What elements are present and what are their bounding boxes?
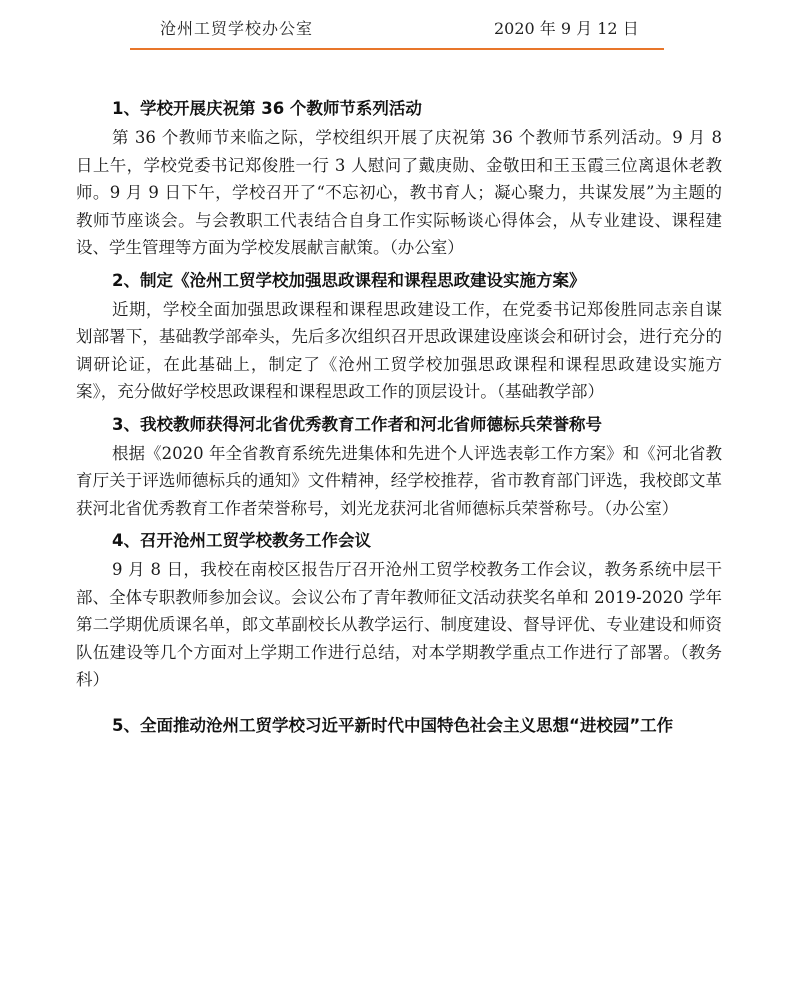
header-divider [130,48,664,50]
news-item [76,96,722,262]
item-heading: 4、召开沧州工贸学校教务工作会议 [112,531,371,550]
news-item [76,412,722,523]
news-item [76,268,722,406]
item-paragraph: 近期，学校全面加强思政课程和课程思政建设工作，在党委书记郑俊胜同志亲自谋划部署下，基础教学部牵头，先后多次组织召开思政课建设座谈会和研讨会，进行充分的调研论证，在此基础上，制定了《沧州工贸学校加强思政课程和课程思政建设实施方案》，充分做好学校思政课程和课程思政工作的顶层设计。（基础教学部） [76,299,722,401]
issuing-office: 沧州工贸学校办公室 [160,19,314,38]
item-paragraph: 9 月 8 日，我校在南校区报告厅召开沧州工贸学校教务工作会议，教务系统中层干部、全体专职教师参加会议。会议公布了青年教师征文活动获奖名单和 2019-2020 学年第二学期优质课名单，郎文革副校长从教学运行、制度建设、督导评优、专业建设和师资队伍建设等几个方面对上学期工作进行总结，对本学期教学重点工作进行了部署。（教务科） [76,560,722,689]
item-heading: 5、全面推动沧州工贸学校习近平新时代中国特色社会主义思想“进校园”工作 [112,715,674,735]
item-heading: 3、我校教师获得河北省优秀教育工作者和河北省师德标兵荣誉称号 [112,414,602,434]
item-heading: 2、制定《沧州工贸学校加强思政课程和课程思政建设实施方案》 [112,270,586,290]
item-heading: 1、学校开展庆祝第 36 个教师节系列活动 [112,99,422,118]
news-item [76,700,722,752]
document-body [76,96,722,752]
page-header [0,0,794,52]
issue-date: 2020 年 9 月 12 日 [494,19,639,38]
news-item [76,528,722,694]
item-paragraph: 根据《2020 年全省教育系统先进集体和先进个人评选表彰工作方案》和《河北省教育厅关于评选师德标兵的通知》文件精神，经学校推荐，省市教育部门评选，我校郎文革获河北省优秀教育工作者荣誉称号，刘光龙获河北省师德标兵荣誉称号。（办公室） [76,443,722,518]
item-paragraph: 第 36 个教师节来临之际，学校组织开展了庆祝第 36 个教师节系列活动。9 月 8 日上午，学校党委书记郑俊胜一行 3 人慰问了戴庚勋、金敬田和王玉霞三位离退休老教师。9 月 9 日下午，学校召开了“不忘初心，教书育人；凝心聚力，共谋发展”为主题的教师节座谈会。与会教职工代表结合自身工作实际畅谈心得体会，从专业建设、课程建设、学生管理等方面为学校发展献言献策。（办公室） [76,128,722,257]
